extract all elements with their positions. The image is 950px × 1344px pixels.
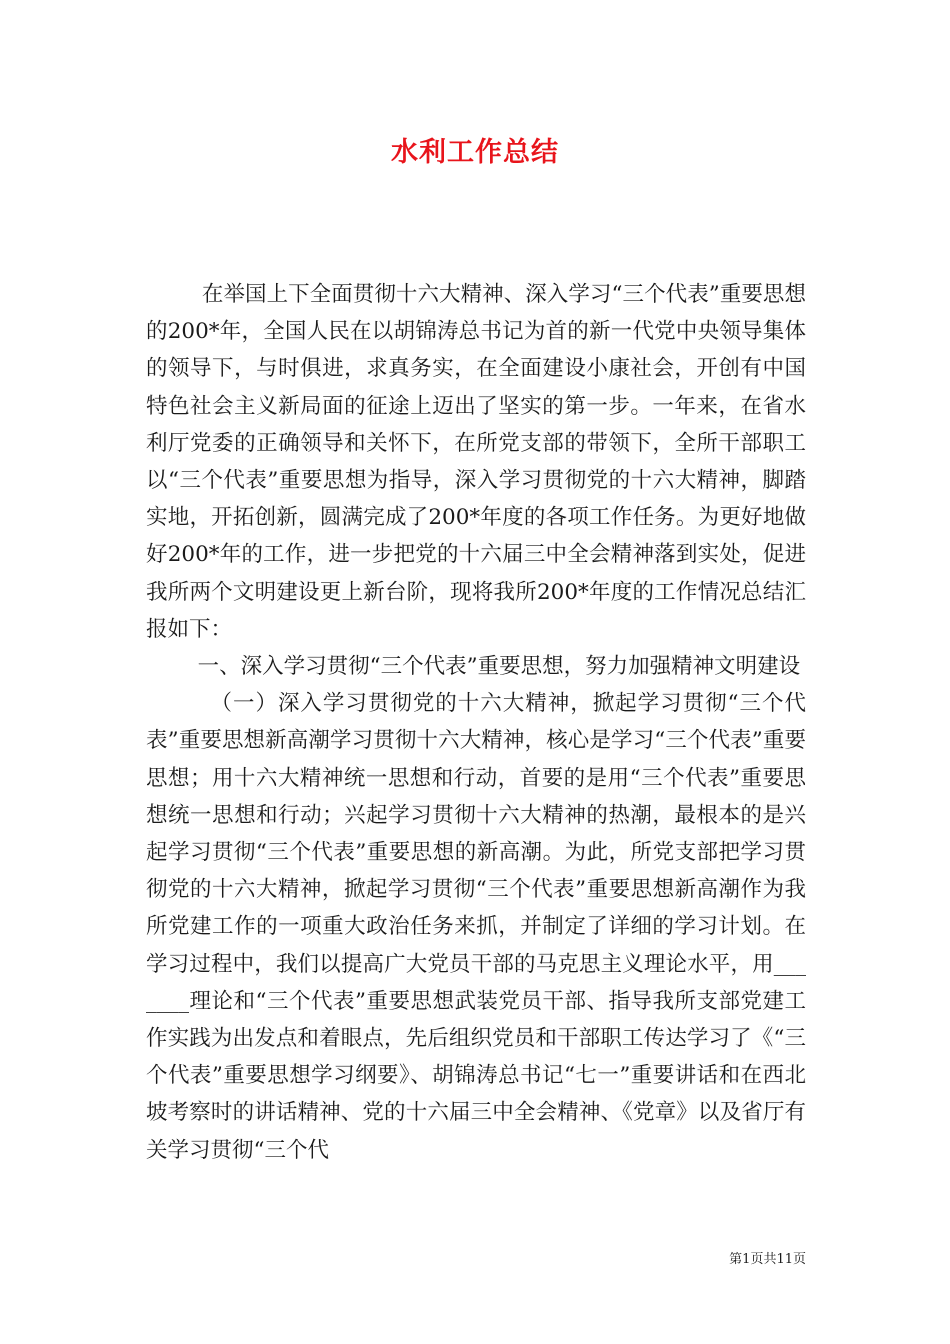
document-title: 水利工作总结 xyxy=(391,137,559,168)
section-heading-1: 一、深入学习贯彻“三个代表”重要思想，努力加强精神文明建设 xyxy=(197,654,801,680)
page-number-footer: 第1页共11页 xyxy=(729,1252,806,1267)
document-body xyxy=(146,276,806,1169)
intro-paragraph: 在举国上下全面贯彻十六大精神、深入学习“三个代表”重要思想的200*年，全国人民在以胡锦涛总书记为首的新一代党中央领导集体的领导下，与时俱进，求真务实，在全面建设小康社会，开创有中国特色社会主义新局面的征途上迈出了坚实的第一步。一年来，在省水利厅党委的正确领导和关怀下，在所党支部的带领下，全所干部职工以“三个代表”重要思想为指导，深入学习贯彻党的十六大精神，脚踏实地，开拓创新，圆满完成了200*年度的各项工作任务。为更好地做好200*年的工作，进一步把党的十六届三中全会精神落到实处，促进我所两个文明建设更上新台阶，现将我所200*年度的工作情况总结汇报如下： xyxy=(146,282,806,642)
subsection-paragraph-1: （一）深入学习贯彻党的十六大精神，掀起学习贯彻“三个代表”重要思想新高潮学习贯彻十六大精神，核心是学习“三个代表”重要思想；用十六大精神统一思想和行动，首要的是用“三个代表”重要思想统一思想和行动；兴起学习贯彻十六大精神的热潮，最根本的是兴起学习贯彻“三个代表”重要思想的新高潮。为此，所党支部把学习贯彻党的十六大精神，掀起学习贯彻“三个代表”重要思想新高潮作为我所党建工作的一项重大政治任务来抓，并制定了详细的学习计划。在学习过程中，我们以提高广大党员干部的马克思主义理论水平，用_______理论和“三个代表”重要思想武装党员干部、指导我所支部党建工作实践为出发点和着眼点，先后组织党员和干部职工传达学习了《“三个代表”重要思想学习纲要》、胡锦涛总书记“七一”重要讲话和在西北坡考察时的讲话精神、党的十六届三中全会精神、《党章》以及省厅有关学习贯彻“三个代 xyxy=(146,691,806,1163)
